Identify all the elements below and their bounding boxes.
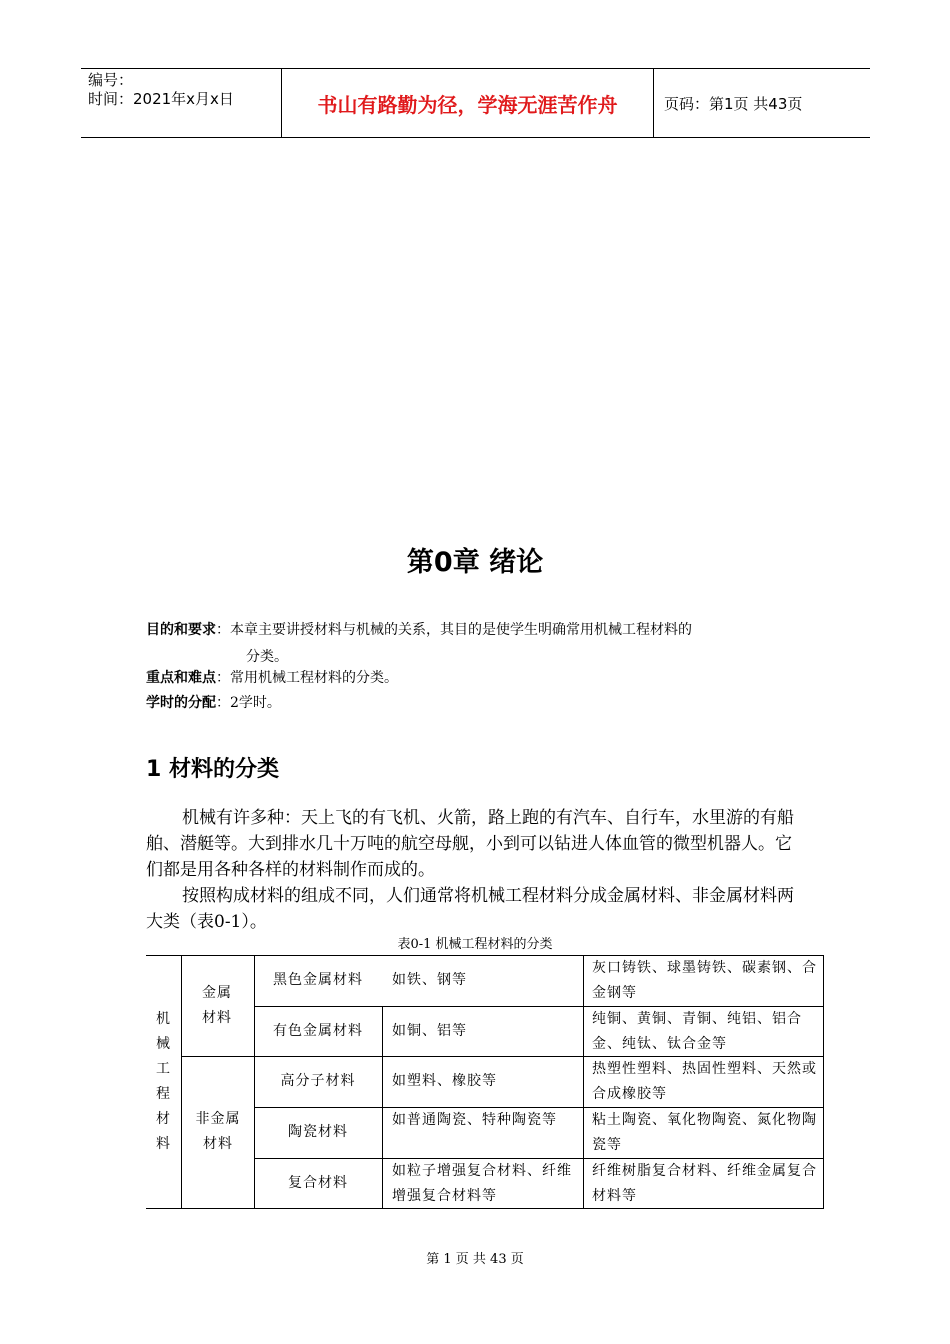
meta-value: 2学时。 (230, 695, 281, 711)
table-cell-details: 粘土陶瓷、氧化物陶瓷、氮化物陶瓷等 (592, 1112, 817, 1153)
header-page-info: 页码：第1页 共43页 (664, 95, 803, 113)
document-number-label: 编号： (88, 71, 134, 89)
meta-value: 本章主要讲授材料与机械的关系，其目的是使学生明确常用机械工程材料的 (230, 622, 692, 638)
table-cell-examples: 如普通陶瓷、特种陶瓷等 (392, 1112, 557, 1128)
meta-key: 目的和要求 (146, 622, 216, 638)
table-root-label: 机械工程材料 (156, 1011, 171, 1152)
table-rule (583, 955, 584, 1209)
table-cell-details: 纤维树脂复合材料、纤维金属复合材料等 (592, 1163, 817, 1204)
meta-goals-continued: 分类。 (246, 649, 288, 665)
table-group-label: 非金属材料 (195, 1111, 241, 1152)
meta-goals (146, 618, 692, 642)
body-paragraph: 机械有许多种：天上飞的有飞机、火箭，路上跑的有汽车、自行车，水里游的有船舶、潜艇等。大到排水几十万吨的航空母舰，小到可以钻进人体血管的微型机器人。它们都是用各种各样的材料制作而成的。 (146, 808, 794, 880)
meta-sep: ： (216, 670, 230, 686)
meta-sep: ： (216, 695, 230, 711)
page-footer: 第 1 页 共 43 页 (426, 1252, 524, 1267)
table-rule (382, 1006, 383, 1209)
table-cell-examples: 如塑料、橡胶等 (392, 1073, 497, 1089)
table-cell-type: 黑色金属材料 (273, 972, 363, 988)
meta-value: 常用机械工程材料的分类。 (230, 670, 398, 686)
table-cell-details: 热塑性塑料、热固性塑料、天然或合成橡胶等 (592, 1061, 817, 1102)
meta-key-points (146, 666, 398, 690)
table-cell-type: 陶瓷材料 (288, 1124, 348, 1140)
header-info (81, 69, 281, 137)
meta-sep: ： (216, 622, 230, 638)
table-cell-details: 纯铜、黄铜、青铜、纯铝、铝合金、纯钛、钛合金等 (592, 1011, 802, 1052)
table-cell-type: 高分子材料 (280, 1073, 356, 1089)
table-rule (181, 955, 182, 1209)
header-motto: 书山有路勤为径，学海无涯苦作舟 (317, 92, 618, 117)
meta-key: 学时的分配 (146, 695, 216, 711)
meta-hours (146, 691, 281, 715)
table-cell-examples: 如粒子增强复合材料、纤维增强复合材料等 (392, 1163, 572, 1204)
table-cell-examples: 如铜、铝等 (392, 1023, 467, 1039)
meta-key: 重点和难点 (146, 670, 216, 686)
chapter-title: 第0章 绪论 (406, 547, 544, 578)
materials-table (146, 955, 824, 1209)
section-title: 1 材料的分类 (146, 757, 279, 782)
body-paragraph: 按照构成材料的组成不同，人们通常将机械工程材料分成金属材料、非金属材料两大类（表0-1）。 (146, 886, 794, 932)
header-divider (653, 69, 654, 137)
table-group-label: 金属材料 (202, 985, 232, 1026)
page-header (81, 68, 870, 138)
table-cell-type: 复合材料 (288, 1175, 348, 1191)
table-rule (823, 955, 824, 1209)
table-cell-examples: 如铁、钢等 (392, 972, 467, 988)
table-cell-type: 有色金属材料 (273, 1023, 363, 1039)
table-caption: 表0-1 机械工程材料的分类 (397, 937, 553, 952)
table-cell-details: 灰口铸铁、球墨铸铁、碳素钢、合金钢等 (592, 960, 817, 1001)
document-date-label: 时间：2021年x月x日 (88, 90, 234, 108)
